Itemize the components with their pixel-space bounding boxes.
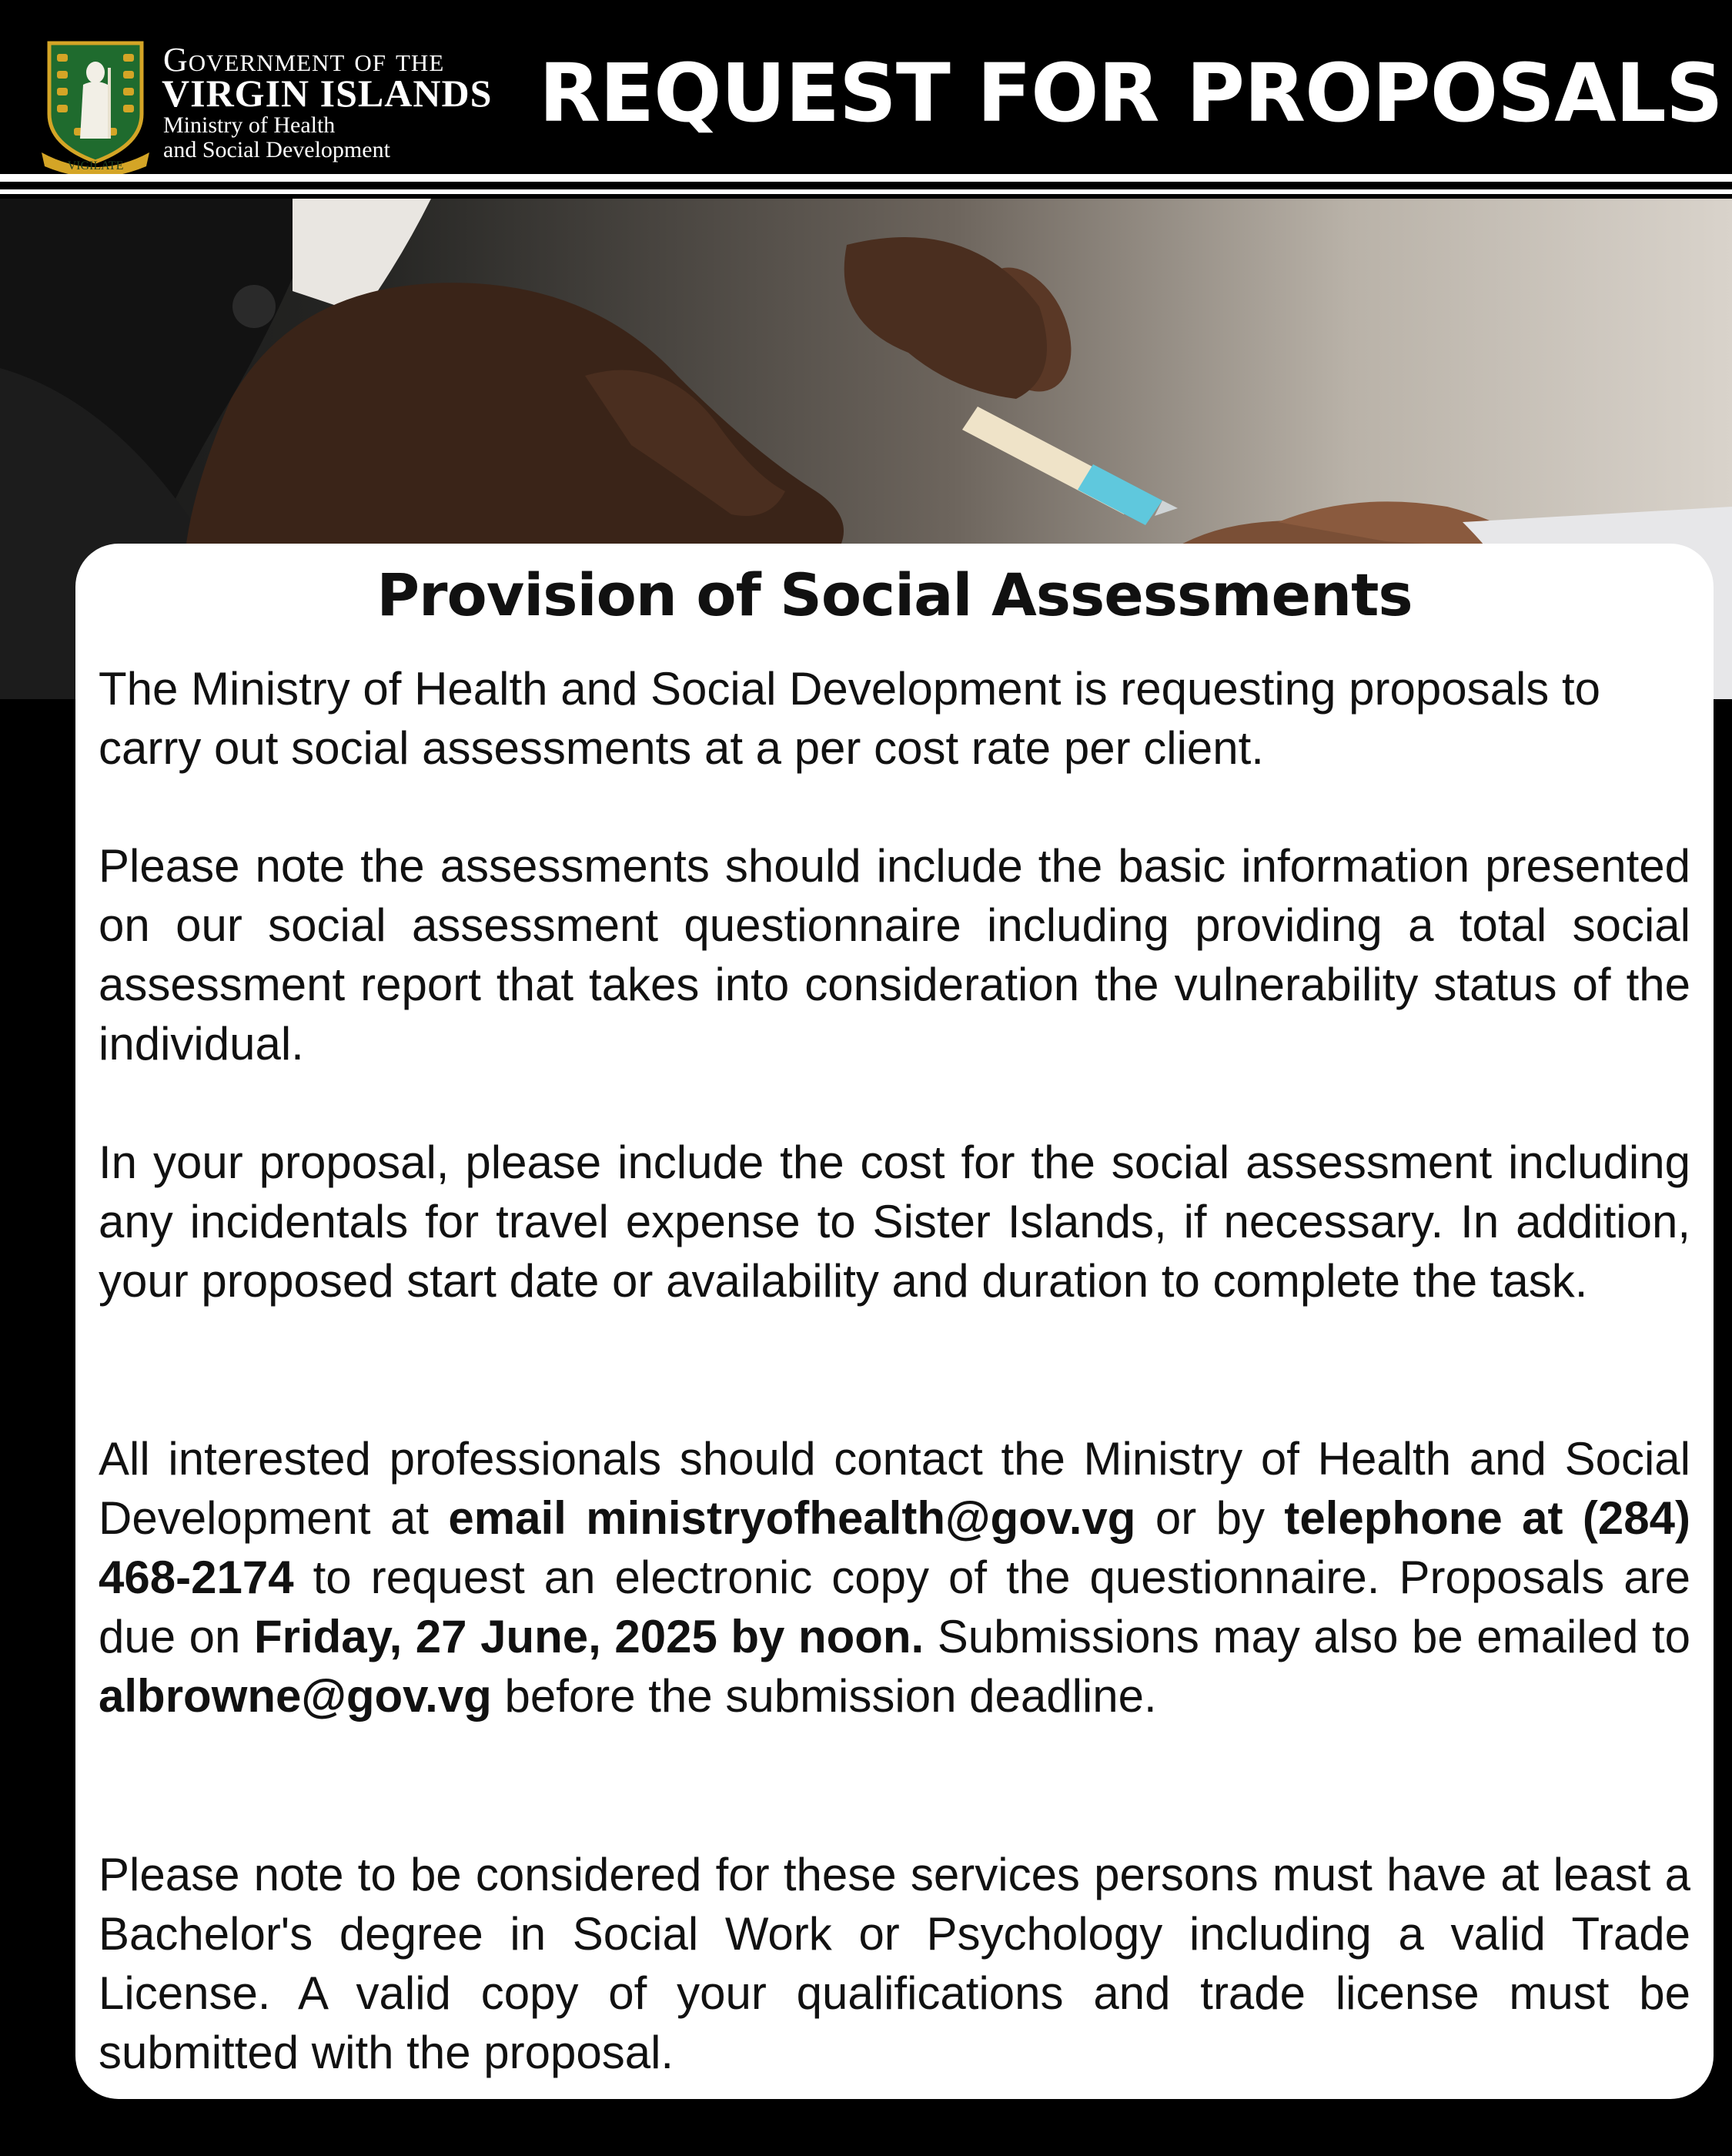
- ministry-name-line-2: and Social Development: [163, 137, 390, 162]
- contact-text-5: before the submission deadline.: [491, 1670, 1157, 1722]
- paragraph-contact-and-deadline: [99, 1429, 1690, 1726]
- ministry-name-line-1: Ministry of Health: [163, 112, 336, 138]
- government-name-line-2: VIRGIN ISLANDS: [162, 72, 493, 115]
- paragraph-proposal-contents: In your proposal, please include the cost for the social assessment including any incidentals for travel expense to Sister Islands, if necessary. In addition, your proposed start date or availability and duration to complete the task.: [99, 1137, 1690, 1307]
- contact-telephone[interactable]: telephone at (284) 468-2174: [99, 1492, 1691, 1603]
- government-name-line-1: Government of the: [163, 41, 445, 79]
- header-divider-thin: [0, 189, 1732, 194]
- coat-of-arms-icon: [34, 37, 157, 176]
- header-divider-thick: [0, 174, 1732, 182]
- due-date: Friday, 27 June, 2025 by noon.: [253, 1611, 925, 1662]
- paragraph-assessment-requirements: Please note the assessments should include the basic information presented on our social assessment questionnaire including providing a total social assessment report that takes into consideration the vulnerability status of the individual.: [99, 840, 1690, 1070]
- section-title: Provision of Social Assessments: [376, 561, 1413, 629]
- paragraph-intro: The Ministry of Health and Social Development is requesting proposals to carry out social assessments at a per cost rate per client.: [99, 663, 1600, 774]
- page-title: REQUEST FOR PROPOSALS: [539, 46, 1723, 140]
- submission-email[interactable]: albrowne@gov.vg: [99, 1670, 492, 1722]
- contact-text-2: or by: [1135, 1492, 1285, 1544]
- contact-text-1: All interested professionals should contact the Ministry of Health and Social Development at: [99, 1433, 1690, 1544]
- contact-email[interactable]: email ministryofhealth@gov.vg: [448, 1492, 1136, 1544]
- contact-text-4: Submissions may also be emailed to: [924, 1611, 1691, 1662]
- paragraph-qualifications: Please note to be considered for these services persons must have at least a Bachelor's degree in Social Work or Psychology including a valid Trade License. A valid copy of your qualifications and trade license must be submitted with the proposal.: [99, 1849, 1690, 2078]
- header-bar: [0, 0, 1732, 174]
- crest-motto: VIGILATE: [67, 159, 124, 172]
- contact-text-3: to request an electronic copy of the questionnaire. Proposals are due on: [99, 1552, 1690, 1662]
- content-card: [75, 544, 1714, 2099]
